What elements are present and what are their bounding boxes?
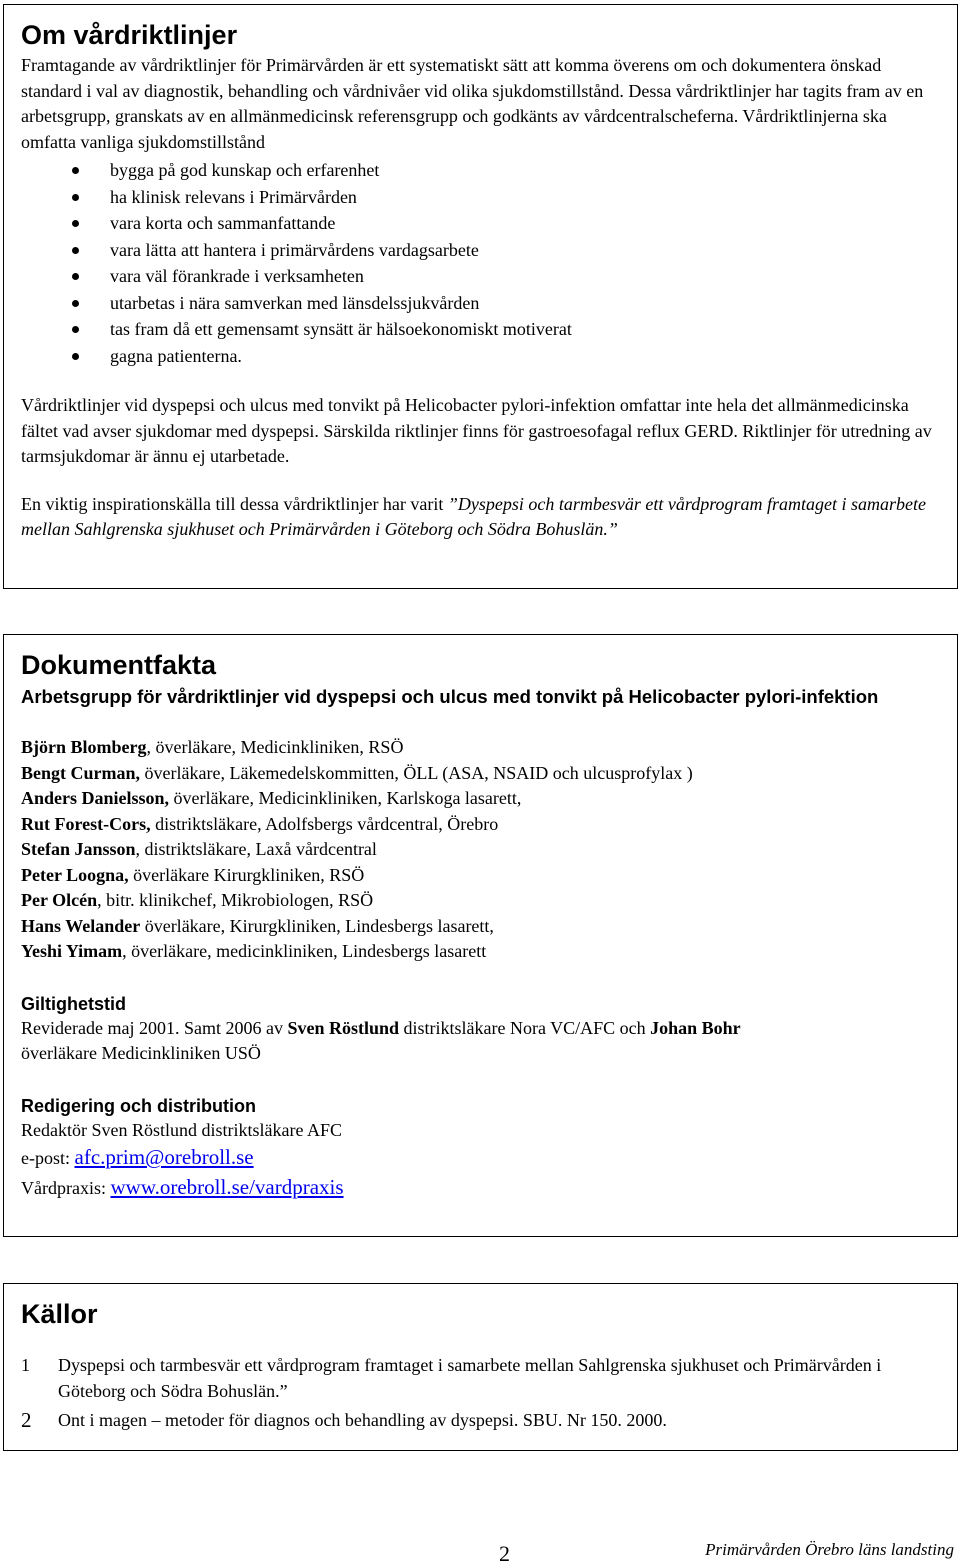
inspiration-text: En viktig inspirationskälla till dessa vårdriktlinjer har varit <box>21 493 448 514</box>
source-item <box>21 1353 940 1404</box>
member-item <box>21 761 940 787</box>
email-link[interactable]: afc.prim@orebroll.se <box>74 1145 254 1169</box>
member-name: Anders Danielsson, <box>21 788 170 808</box>
source-number: 1 <box>21 1355 30 1375</box>
member-role: överläkare, Medicinkliniken, Karlskoga lasarett, <box>169 788 522 808</box>
web-link[interactable]: www.orebroll.se/vardpraxis <box>110 1175 344 1199</box>
sources-section <box>3 1283 958 1451</box>
member-item <box>21 786 940 812</box>
reviser-name: Johan Bohr <box>650 1017 741 1038</box>
criteria-item: tas fram då ett gemensamt synsätt är hälsoekonomiskt motiverat <box>21 316 940 343</box>
source-text: Dyspepsi och tarmbesvär ett vårdprogram framtaget i samarbete mellan Sahlgrenska sjukhuset och Primärvården i Göteborg och Södra Bohuslän.” <box>58 1355 882 1401</box>
member-role: , bitr. klinikchef, Mikrobiologen, RSÖ <box>97 890 374 910</box>
reviser-name: Sven Röstlund <box>287 1017 399 1038</box>
email-label: e-post: <box>21 1148 75 1168</box>
intro-heading: Om vårdriktlinjer <box>21 20 238 50</box>
criteria-item: vara lätta att hantera i primärvårdens vardagsarbete <box>21 237 940 264</box>
criteria-item: ha klinisk relevans i Primärvården <box>21 184 940 211</box>
criteria-item: utarbetas i nära samverkan med länsdelssjukvården <box>21 290 940 317</box>
member-item <box>21 735 940 761</box>
page-number: 2 <box>499 1541 510 1566</box>
member-item <box>21 863 940 889</box>
member-name: Rut Forest-Cors, <box>21 813 151 834</box>
member-item <box>21 939 940 965</box>
member-name: Peter Loogna, <box>21 864 129 885</box>
editing-heading: Redigering och distribution <box>21 1095 256 1116</box>
criteria-list <box>21 157 940 369</box>
member-role: distriktsläkare, Adolfsbergs vårdcentral, Örebro <box>150 813 499 834</box>
member-role: överläkare, Läkemedelskommitten, ÖLL (ASA, NSAID och ulcusprofylax ) <box>140 762 693 783</box>
member-name: Bengt Curman, <box>21 762 141 783</box>
member-name: Hans Welander <box>21 915 141 936</box>
workgroup-heading: Arbetsgrupp för vårdriktlinjer vid dyspepsi och ulcus med tonvikt på Helicobacter pylori-infektion <box>21 686 879 707</box>
validity-heading: Giltighetstid <box>21 993 126 1014</box>
member-name: Per Olcén <box>21 890 98 910</box>
editor-line: Redaktör Sven Röstlund distriktsläkare AFC <box>21 1119 342 1140</box>
source-item <box>21 1408 940 1434</box>
facts-heading: Dokumentfakta <box>21 650 217 680</box>
member-role: , överläkare, medicinkliniken, Lindesbergs lasarett <box>122 941 487 961</box>
validity-text <box>21 1016 940 1042</box>
member-item <box>21 812 940 838</box>
footer-organization: Primärvården Örebro läns landsting <box>705 1540 954 1559</box>
source-text: Ont i magen – metoder för diagnos och behandling av dyspepsi. SBU. Nr 150. 2000. <box>58 1410 667 1430</box>
member-role: överläkare, Kirurgkliniken, Lindesbergs lasarett, <box>140 915 494 936</box>
criteria-item: bygga på god kunskap och erfarenhet <box>21 157 940 184</box>
facts-section <box>3 634 958 1237</box>
scope-paragraph: Vårdriktlinjer vid dyspepsi och ulcus med tonvikt på Helicobacter pylori-infektion omfattar inte hela det allmänmedicinska fältet vad avser sjukdomar med dyspepsi. Särskilda riktlinjer finns för gastroesofagal reflux GERD. Riktlinjer för utredning av tarmsjukdomar är ännu ej utarbetade. <box>21 395 932 466</box>
intro-section <box>3 4 958 589</box>
web-row <box>21 1173 940 1203</box>
member-name: Björn Blomberg <box>21 737 147 757</box>
validity-part: distriktsläkare Nora VC/AFC och <box>399 1017 651 1038</box>
criteria-item: vara korta och sammanfattande <box>21 210 940 237</box>
member-item <box>21 914 940 940</box>
member-role: , distriktsläkare, Laxå vårdcentral <box>135 839 377 859</box>
member-role: , överläkare, Medicinkliniken, RSÖ <box>146 737 404 757</box>
source-number: 2 <box>21 1408 32 1432</box>
validity-part: Reviderade maj 2001. Samt 2006 av <box>21 1017 288 1038</box>
member-item <box>21 837 940 863</box>
inspiration-paragraph <box>21 492 940 543</box>
criteria-item: vara väl förankrade i verksamheten <box>21 263 940 290</box>
member-name: Stefan Jansson <box>21 839 136 859</box>
inspiration-title: ”Dyspepsi och tarmbesvär ett vårdprogram framtaget i samarbete mellan Sahlgrenska sjukhuset och Primärvården i Göteborg och Södra Bohuslän.” <box>21 493 927 539</box>
member-name: Yeshi Yimam <box>21 941 123 961</box>
member-list <box>21 735 940 965</box>
email-row <box>21 1143 940 1173</box>
web-label: Vårdpraxis: <box>21 1178 111 1198</box>
intro-paragraph: Framtagande av vårdriktlinjer för Primärvården är ett systematiskt sätt att komma överens om och dokumentera önskad standard i val av diagnostik, behandling och vårdnivåer vid olika sjukdomstillstånd. Dessa vårdriktlinjer har tagits fram av en arbetsgrupp, granskats av en allmänmedicinsk referensgrupp och godkänts av vårdcentralscheferna. Vårdriktlinjerna ska omfatta vanliga sjukdomstillstånd <box>21 55 924 152</box>
member-role: överläkare Kirurgkliniken, RSÖ <box>128 864 365 885</box>
criteria-item: gagna patienterna. <box>21 343 940 370</box>
sources-heading: Källor <box>21 1299 98 1329</box>
member-item <box>21 888 940 914</box>
validity-text-cont: överläkare Medicinkliniken USÖ <box>21 1043 261 1063</box>
